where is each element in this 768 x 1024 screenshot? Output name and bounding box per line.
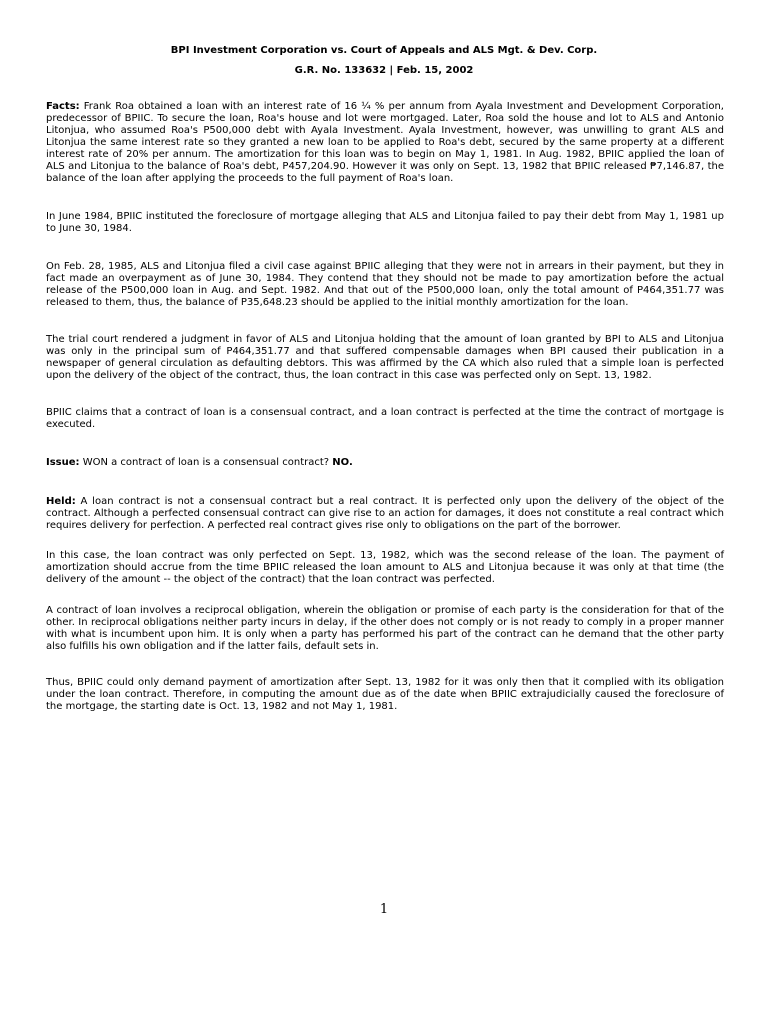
page-number: 1: [379, 902, 389, 917]
facts-label: Facts:: [46, 101, 80, 112]
issue-text: WON a contract of loan is a consensual contract?: [79, 457, 333, 468]
case-citation: G.R. No. 133632 | Feb. 15, 2002: [294, 65, 474, 76]
paragraph-civil-case: On Feb. 28, 1985, ALS and Litonjua filed a civil case against BPIIC alleging that they were not in arrears in their payment, but they in fact made an overpayment as of June 30, 1984. They contend that they should not be made to pay amortization before the actual release of the P500,000 loan in Aug. and Sept. 1982. And that out of the P500,000 loan, only the total amount of P464,351.77 was released to them, thus, the balance of P35,648.23 should be applied to the initial monthly amortization for the loan.: [46, 261, 724, 308]
paragraph-reciprocal-obligation: A contract of loan involves a reciprocal obligation, wherein the obligation or promise of each party is the consideration for that of the other. In reciprocal obligations neither party incurs in delay, if the other does not comply or is not ready to comply in a proper manner with what is incumbent upon him. It is only when a party has performed his part of the contract can he demand that the other party also fulfills his own obligation and if the latter fails, default sets in.: [46, 605, 724, 652]
issue-paragraph: [46, 457, 724, 469]
paragraph-foreclosure: In June 1984, BPIIC instituted the foreclosure of mortgage alleging that ALS and Litonjua failed to pay their debt from May 1, 1981 up to June 30, 1984.: [46, 211, 724, 234]
held-paragraph: [46, 496, 724, 532]
facts-paragraph: [46, 101, 724, 185]
held-label: Held:: [46, 496, 76, 507]
paragraph-trial-court: The trial court rendered a judgment in favor of ALS and Litonjua holding that the amount of loan granted by BPI to ALS and Litonjua was only in the principal sum of P464,351.77 and that suffered compensable damages when BPI caused their publication in a newspaper of general circulation as defaulting debtors. This was affirmed by the CA which also ruled that a simple loan is perfected upon the delivery of the object of the contract, thus, the loan contract in this case was perfected only on Sept. 13, 1982.: [46, 334, 724, 381]
case-title: BPI Investment Corporation vs. Court of Appeals and ALS Mgt. & Dev. Corp.: [170, 45, 598, 56]
paragraph-perfection: In this case, the loan contract was only perfected on Sept. 13, 1982, which was the second release of the loan. The payment of amortization should accrue from the time BPIIC released the loan amount to ALS and Litonjua because it was only at that time (the delivery of the amount -- the object of the contract) that the loan contract was perfected.: [46, 550, 724, 585]
paragraph-bpiic-claim: BPIIC claims that a contract of loan is a consensual contract, and a loan contract is perfected at the time the contract of mortgage is executed.: [46, 407, 724, 430]
held-text: A loan contract is not a consensual contract but a real contract. It is perfected only upon the delivery of the object of the contract. Although a perfected consensual contract can give rise to an action for damages, it does not constitute a real contract which requires delivery for perfection. A perfected real contract gives rise only to obligations on the part of the borrower.: [46, 496, 724, 531]
issue-label: Issue:: [46, 457, 80, 468]
issue-answer: NO.: [332, 457, 353, 468]
facts-text: Frank Roa obtained a loan with an interest rate of 16 ¼ % per annum from Ayala Investment and Development Corporation, predecessor of BPIIC. To secure the loan, Roa's house and lot were mortgaged. Later, Roa sold the house and lot to ALS and Antonio Litonjua, who assumed Roa's P500,000 debt with Ayala Investment. Ayala Investment, however, was unwilling to grant ALS and Litonjua the same interest rate so they granted a new loan to be applied to Roa's debt, secured by the same property at a different interest rate of 20% per annum. The amortization for this loan was to begin on May 1, 1981. In Aug. 1982, BPIIC applied the loan of ALS and Litonjua to the balance of Roa's debt, P457,204.90. However it was only on Sept. 13, 1982 that BPIIC released ₱7,146.87, the balance of the loan after applying the proceeds to the full payment of Roa's loan.: [46, 101, 724, 184]
paragraph-conclusion: Thus, BPIIC could only demand payment of amortization after Sept. 13, 1982 for it was only then that it complied with its obligation under the loan contract. Therefore, in computing the amount due as of the date when BPIIC extrajudicially caused the foreclosure of the mortgage, the starting date is Oct. 13, 1982 and not May 1, 1981.: [46, 677, 724, 712]
